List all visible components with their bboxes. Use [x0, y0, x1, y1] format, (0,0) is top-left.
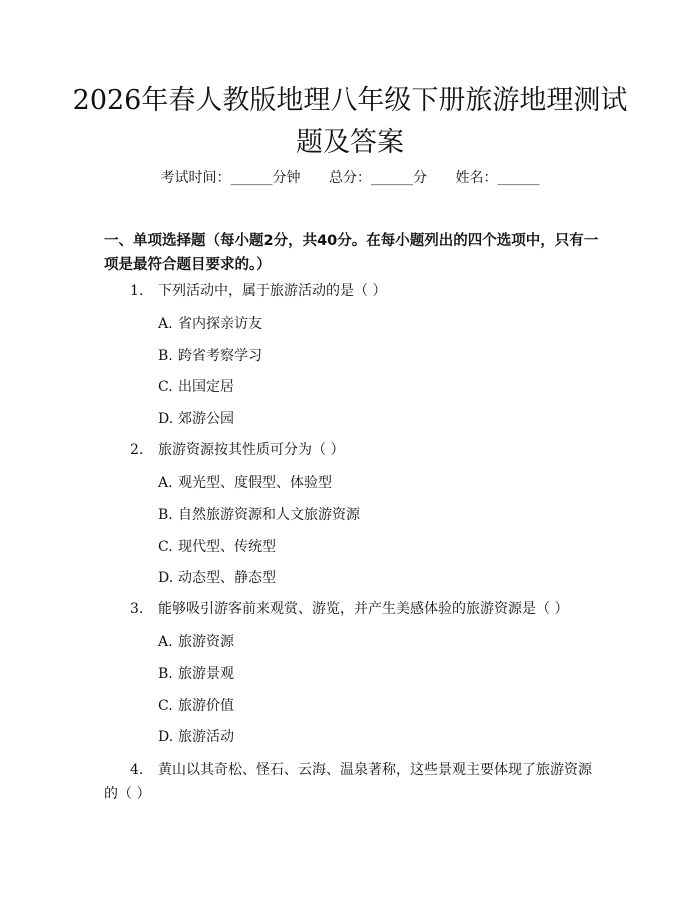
option-2b	[158, 505, 360, 525]
option-3b	[158, 664, 234, 684]
exam-total-score: 总分：______分	[329, 170, 427, 186]
option-1a	[158, 314, 262, 334]
document-title: 2026年春人教版地理八年级下册旅游地理测试题及答案	[72, 85, 628, 158]
option-2a	[158, 473, 332, 493]
section-heading: 一、单项选择题（每小题2分，共40分。在每小题列出的四个选项中，只有一项是最符合题目要求的。）	[104, 233, 599, 273]
option-3c	[158, 696, 234, 716]
question-number: 1.	[130, 283, 144, 299]
question-3	[104, 597, 604, 621]
option-text: 观光型、度假型、体验型	[178, 475, 332, 491]
question-text: 旅游资源按其性质可分为（ ）	[158, 442, 345, 458]
option-letter: B.	[158, 666, 173, 682]
option-text: 跨省考察学习	[178, 348, 262, 364]
option-letter: A.	[158, 634, 173, 650]
question-4	[104, 758, 604, 806]
option-text: 自然旅游资源和人文旅游资源	[178, 507, 360, 523]
option-text: 出国定居	[178, 379, 234, 395]
option-text: 旅游景观	[178, 666, 234, 682]
option-letter: C.	[158, 379, 173, 395]
option-1d	[158, 409, 234, 429]
exam-meta	[0, 168, 700, 188]
question-number: 2.	[130, 442, 144, 458]
option-text: 现代型、传统型	[178, 539, 276, 555]
option-3a	[158, 632, 234, 652]
question-number: 3.	[130, 601, 144, 617]
option-text: 旅游活动	[178, 729, 234, 745]
option-3d	[158, 727, 234, 747]
question-2	[104, 438, 604, 462]
option-2d	[158, 568, 276, 588]
question-text: 黄山以其奇松、怪石、云海、温泉著称，这些景观主要体现了旅游资源的（ ）	[104, 762, 592, 802]
question-1	[104, 279, 604, 303]
option-letter: A.	[158, 316, 173, 332]
option-1c	[158, 377, 234, 397]
option-letter: B.	[158, 348, 173, 364]
exam-time: 考试时间：______分钟	[160, 170, 301, 186]
option-letter: A.	[158, 475, 173, 491]
student-name: 姓名：______	[455, 170, 540, 186]
option-letter: B.	[158, 507, 173, 523]
option-text: 旅游资源	[178, 634, 234, 650]
option-letter: D.	[158, 570, 174, 586]
option-text: 郊游公园	[178, 411, 234, 427]
option-text: 省内探亲访友	[178, 316, 262, 332]
option-1b	[158, 346, 262, 366]
question-text: 下列活动中，属于旅游活动的是（ ）	[158, 283, 387, 299]
option-text: 动态型、静态型	[178, 570, 276, 586]
option-letter: D.	[158, 729, 174, 745]
option-2c	[158, 537, 276, 557]
option-letter: D.	[158, 411, 174, 427]
option-letter: C.	[158, 539, 173, 555]
question-text: 能够吸引游客前来观赏、游览，并产生美感体验的旅游资源是（ ）	[158, 601, 569, 617]
question-number: 4.	[130, 762, 144, 778]
option-text: 旅游价值	[178, 698, 234, 714]
option-letter: C.	[158, 698, 173, 714]
